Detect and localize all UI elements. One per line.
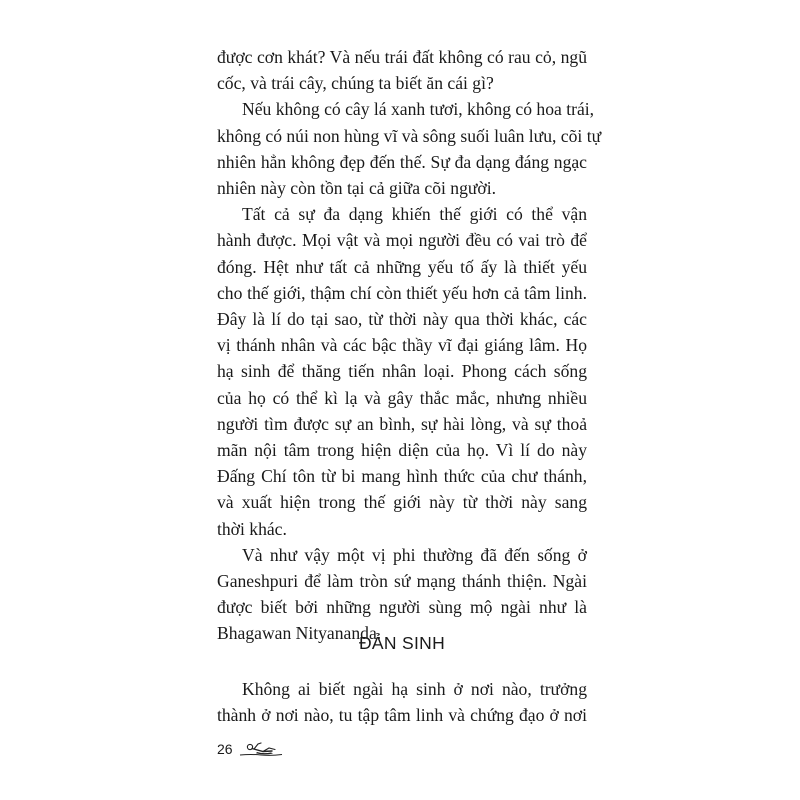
text-line: được cơn khát? Và nếu trái đất không có rau cỏ, ngũ bbox=[217, 47, 587, 67]
paragraph-2 bbox=[217, 96, 602, 201]
section-body-text bbox=[217, 676, 587, 728]
text-line: và xuất hiện trong thế giới này từ thời này sang bbox=[217, 492, 587, 513]
text-line: Đấng Chí tôn từ bi mang hình thức của chư thánh, bbox=[217, 466, 587, 487]
text-line: Và như vậy một vị phi thường đã đến sống ở bbox=[242, 544, 587, 565]
text-line: người tìm được sự an bình, sự hài lòng, và sự thoả bbox=[217, 413, 587, 434]
text-line: Không ai biết ngài hạ sinh ở nơi nào, trưởng bbox=[242, 679, 587, 699]
text-line: hạ sinh để thăng tiến nhân loại. Phong cách sống bbox=[217, 361, 587, 382]
text-line: cốc, và trái cây, chúng ta biết ăn cái gì? bbox=[217, 73, 494, 94]
page-footer bbox=[217, 740, 283, 758]
text-line: nhiên hẳn không đẹp đến thế. Sự đa dạng đáng ngạc bbox=[217, 151, 587, 172]
text-line: được biết bởi những người sùng mộ ngài như là bbox=[217, 597, 587, 618]
text-line: hành được. Mọi vật và mọi người đều có vai trò để bbox=[217, 230, 587, 251]
reclining-figure-icon bbox=[239, 740, 283, 758]
text-line: mãn nội tâm trong hiện diện của họ. Vì lí do này bbox=[217, 440, 587, 461]
text-line: thành ở nơi nào, tu tập tâm linh và chứng đạo ở nơi bbox=[217, 705, 587, 726]
text-line: Ganeshpuri để làm tròn sứ mạng thánh thiện. Ngài bbox=[217, 571, 587, 592]
text-line: Tất cả sự đa dạng khiến thế giới có thể vận bbox=[242, 204, 587, 225]
text-line: vị thánh nhân và các bậc thầy vĩ đại giáng lâm. Họ bbox=[217, 335, 587, 356]
text-line: Nếu không có cây lá xanh tươi, không có hoa trái, bbox=[242, 99, 595, 120]
paragraph-4 bbox=[217, 542, 587, 647]
text-line: không có núi non hùng vĩ và sông suối luân lưu, cõi tự bbox=[217, 125, 602, 146]
section-heading: ĐẢN SINH bbox=[358, 633, 446, 653]
paragraph-1 bbox=[217, 44, 587, 96]
text-line: cho thế giới, thậm chí còn thiết yếu hơn cả tâm linh. bbox=[217, 282, 587, 303]
page-body-text bbox=[217, 44, 602, 647]
text-line: Bhagawan Nityananda. bbox=[217, 623, 382, 644]
text-line: nhiên này còn tồn tại cả giữa cõi người. bbox=[217, 178, 497, 199]
paragraph-3 bbox=[217, 201, 587, 542]
page-number: 26 bbox=[217, 741, 233, 757]
text-line: của họ có thể kì lạ và gây thắc mắc, nhưng nhiều bbox=[217, 387, 587, 408]
text-line: thời khác. bbox=[217, 518, 287, 539]
text-line: đóng. Hệt như tất cả những yếu tố ấy là thiết yếu bbox=[217, 256, 587, 277]
text-line: Đây là lí do tại sao, từ thời này qua thời khác, các bbox=[217, 309, 587, 330]
